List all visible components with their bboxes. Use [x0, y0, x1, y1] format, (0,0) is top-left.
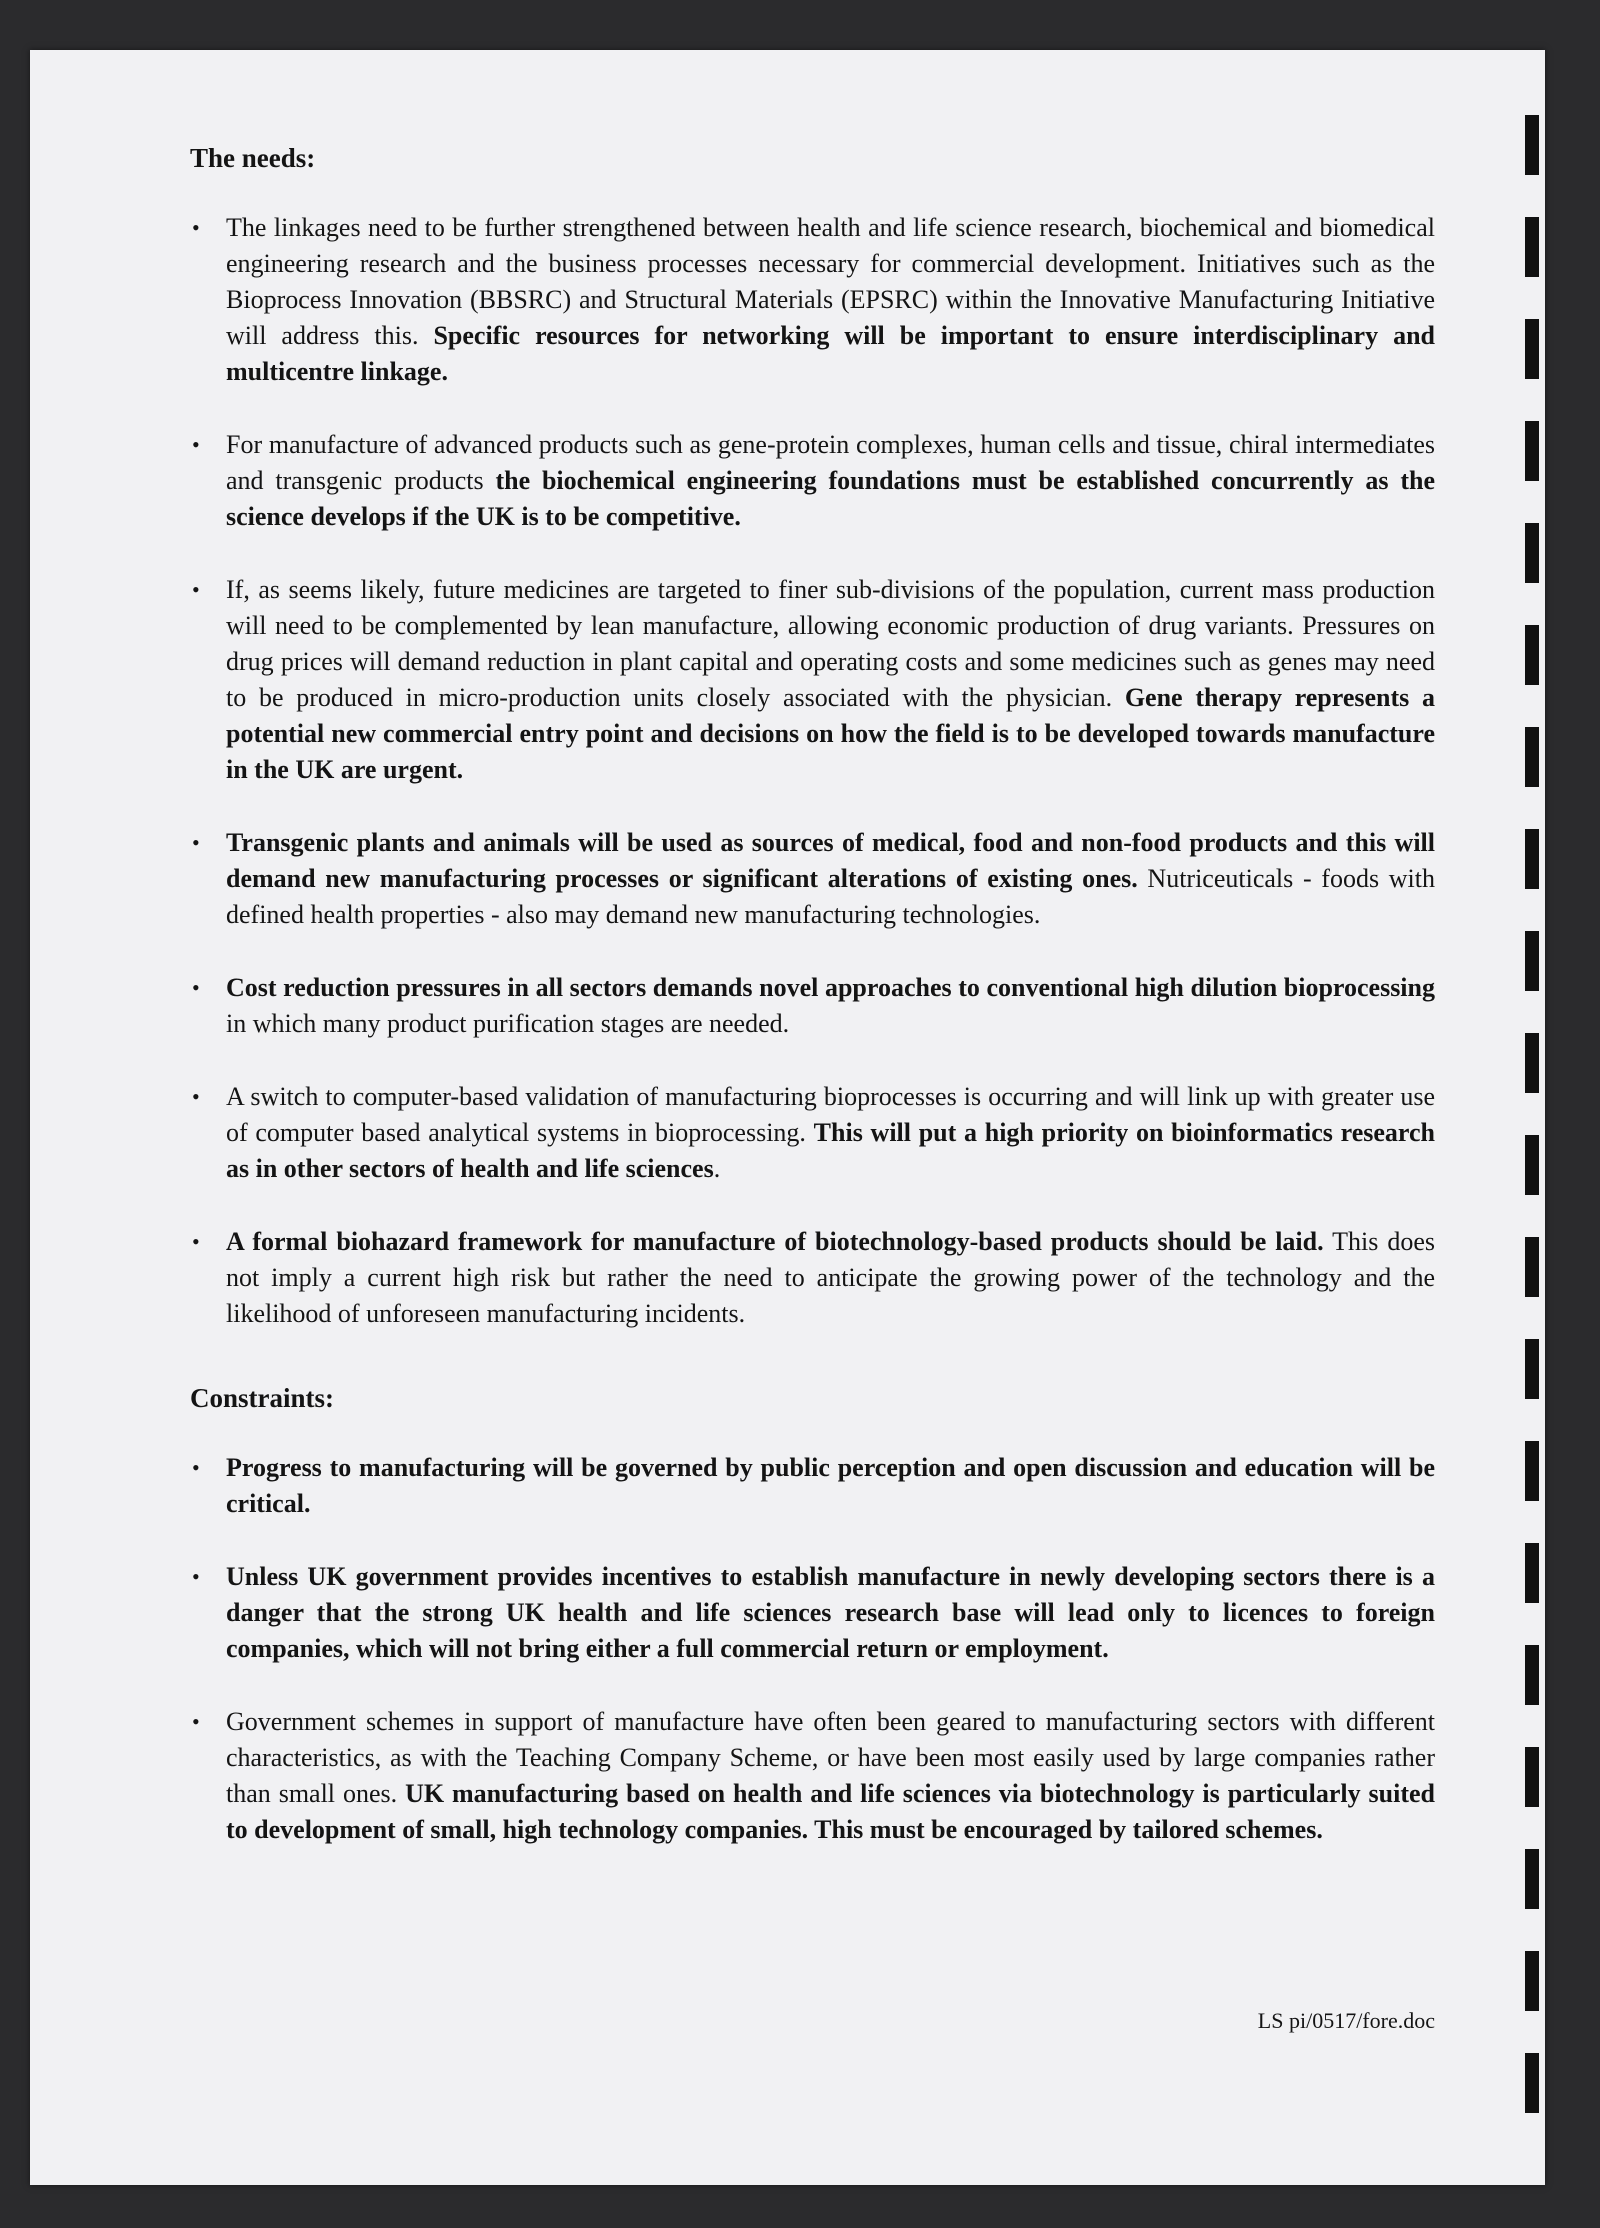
item-bold-text: Transgenic plants and animals will be used as sources of medical, food and non-food products and this will demand new manufacturing processes or significant alterations of existing ones. [226, 828, 1435, 893]
punch-hole [1525, 931, 1539, 991]
item-bold-text: Gene therapy represents a potential new commercial entry point and decisions on how the field is to be developed towards manufacture in the UK are urgent. [226, 683, 1435, 784]
punch-hole [1525, 1033, 1539, 1093]
punch-hole [1525, 1441, 1539, 1501]
punch-hole [1525, 1645, 1539, 1705]
bullet-icon: • [192, 1084, 200, 1109]
needs-item [190, 1079, 1435, 1187]
document-body [190, 140, 1435, 1885]
bullet-icon: • [192, 577, 200, 602]
item-text: A switch to computer-based validation of manufacturing bioprocesses is occurring and will link up with greater use of computer based analytical systems in bioprocessing. [226, 1082, 1435, 1147]
needs-item [190, 970, 1435, 1042]
item-bold-text: the biochemical engineering foundations must be established concurrently as the science develops if the UK is to be competitive. [226, 466, 1435, 531]
constraints-item [190, 1559, 1435, 1667]
bullet-icon: • [192, 975, 200, 1000]
punch-hole [1525, 1339, 1539, 1399]
item-text: For manufacture of advanced products such as gene-protein complexes, human cells and tissue, chiral intermediates and transgenic products [226, 430, 1435, 495]
item-text: The linkages need to be further strengthened between health and life science research, biochemical and biomedical engineering research and the business processes necessary for commercial development. Initiatives such as the Bioprocess Innovation (BBSRC) and Structural Materials (EPSRC) within the Innovative Manufacturing Initiative will address this. [226, 213, 1435, 350]
item-tail-text: . [713, 1154, 721, 1183]
punch-hole [1525, 829, 1539, 889]
item-bold-text: UK manufacturing based on health and life sciences via biotechnology is particularly suited to development of small, high technology companies. This must be encouraged by tailored schemes. [226, 1779, 1435, 1844]
punch-hole [1525, 1237, 1539, 1297]
item-text: Government schemes in support of manufacture have often been geared to manufacturing sectors with different characteristics, as with the Teaching Company Scheme, or have been most easily used by large companies rather than small ones. [226, 1707, 1435, 1808]
punch-hole [1525, 2053, 1539, 2113]
punch-hole [1525, 1543, 1539, 1603]
bullet-icon: • [192, 215, 200, 240]
bullet-icon: • [192, 1455, 200, 1480]
item-bold-text: Cost reduction pressures in all sectors demands novel approaches to conventional high dilution bioprocessing [226, 973, 1435, 1002]
bullet-icon: • [192, 830, 200, 855]
item-bold-text: Specific resources for networking will be important to ensure interdisciplinary and multicentre linkage. [226, 321, 1435, 386]
item-bold-text: This will put a high priority on bioinformatics research as in other sectors of health and life sciences [226, 1118, 1435, 1183]
punch-hole [1525, 1951, 1539, 2011]
bullet-icon: • [192, 1564, 200, 1589]
punch-hole [1525, 1849, 1539, 1909]
punch-hole [1525, 115, 1539, 175]
item-tail-text: in which many product purification stages are needed. [226, 1009, 790, 1038]
needs-item [190, 1224, 1435, 1332]
punch-hole [1525, 217, 1539, 277]
footer-reference: LS pi/0517/fore.doc [1257, 2008, 1435, 2033]
constraints-item [190, 1704, 1435, 1848]
needs-item [190, 572, 1435, 788]
item-bold-text: Unless UK government provides incentives to establish manufacture in newly developing sectors there is a danger that the strong UK health and life sciences research base will lead only to licences to foreign companies, which will not bring either a full commercial return or employment. [226, 1562, 1435, 1663]
item-tail-text: This does not imply a current high risk but rather the need to anticipate the growing power of the technology and the likelihood of unforeseen manufacturing incidents. [226, 1227, 1435, 1328]
punch-hole [1525, 625, 1539, 685]
constraints-heading: Constraints: [190, 1383, 335, 1413]
needs-item [190, 427, 1435, 535]
punch-hole [1525, 421, 1539, 481]
needs-heading: The needs: [190, 143, 316, 173]
constraints-item [190, 1450, 1435, 1522]
item-tail-text: Nutriceuticals - foods with defined health properties - also may demand new manufacturing technologies. [226, 864, 1435, 929]
item-text: If, as seems likely, future medicines are targeted to finer sub-divisions of the population, current mass production will need to be complemented by lean manufacture, allowing economic production of drug variants. Pressures on drug prices will demand reduction in plant capital and operating costs and some medicines such as genes may need to be produced in micro-production units closely associated with the physician. [226, 575, 1435, 712]
bullet-icon: • [192, 1229, 200, 1254]
bullet-icon: • [192, 432, 200, 457]
punch-hole [1525, 523, 1539, 583]
punch-hole [1525, 319, 1539, 379]
punch-hole [1525, 1135, 1539, 1195]
needs-item [190, 825, 1435, 933]
punch-hole [1525, 727, 1539, 787]
punch-hole [1525, 1747, 1539, 1807]
needs-item [190, 210, 1435, 390]
item-bold-text: Progress to manufacturing will be governed by public perception and open discussion and education will be critical. [226, 1453, 1435, 1518]
document-page [30, 50, 1545, 2185]
item-bold-text: A formal biohazard framework for manufacture of biotechnology-based products should be laid. [226, 1227, 1324, 1256]
bullet-icon: • [192, 1709, 200, 1734]
